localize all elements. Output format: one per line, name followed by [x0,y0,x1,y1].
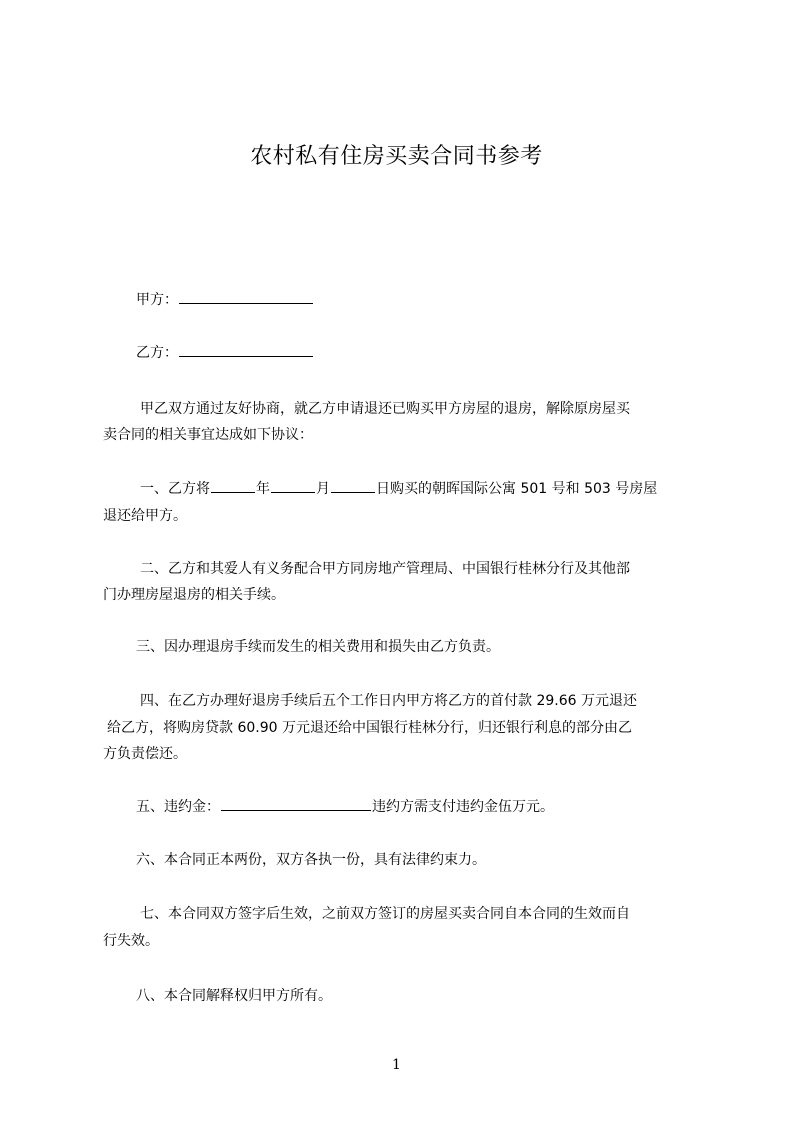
party-a-label: 甲方： [136,292,178,308]
party-b-label: 乙方： [136,345,178,361]
clause-7-line-1: 七、本合同双方签字后生效，之前双方签订的房屋买卖合同自本合同的生效而自 [140,906,630,922]
clause-4-line-1: 四、在乙方办理好退房手续后五个工作日内甲方将乙方的首付款 29.66 万元退还 [140,693,637,709]
clause-1-year-blank [211,476,255,493]
intro-line-2: 卖合同的相关事宜达成如下协议： [103,427,313,443]
clause-4-line-2: 给乙方，将购房贷款 60.90 万元退还给中国银行桂林分行，归还银行利息的部分由乙 [107,720,632,736]
intro-line-1: 甲乙双方通过友好协商，就乙方申请退还已购买甲方房屋的退房，解除原房屋买 [140,401,630,417]
party-b-line [136,339,736,367]
clause-5-blank [221,794,371,811]
clause-1-line-2: 退还给甲方。 [103,508,187,524]
clause-1-prefix: 一、乙方将 [140,481,210,497]
clause-8: 八、本合同解释权归甲方所有。 [136,988,332,1004]
clause-6: 六、本合同正本两份，双方各执一份，具有法律约束力。 [136,852,486,868]
clause-2-line-1: 二、乙方和其爱人有义务配合甲方同房地产管理局、中国银行桂林分行及其他部 [140,561,630,577]
party-a-blank [179,287,313,304]
clause-1-rest: 日购买的朝晖国际公寓 501 号和 503 号房屋 [376,481,658,497]
clause-5 [136,793,736,821]
clause-1-month-blank [271,476,315,493]
clause-5-prefix: 五、违约金： [136,799,220,815]
clause-5-suffix: 违约方需支付违约金伍万元。 [372,799,554,815]
clause-7-line-2: 行失效。 [103,933,159,949]
clause-1-line-1 [140,475,740,503]
party-b-blank [179,340,313,357]
document-title: 农村私有住房买卖合同书参考 [250,144,543,169]
party-a-line [136,286,736,314]
clause-2-line-2: 门办理房屋退房的相关手续。 [103,587,285,603]
page-number: 1 [392,1057,401,1073]
clause-3: 三、因办理退房手续而发生的相关费用和损失由乙方负责。 [136,639,500,655]
clause-1-month-label: 月 [316,481,330,497]
clause-1-day-blank [331,476,375,493]
clause-1-year-label: 年 [256,481,270,497]
clause-4-line-3: 方负责偿还。 [103,746,187,762]
